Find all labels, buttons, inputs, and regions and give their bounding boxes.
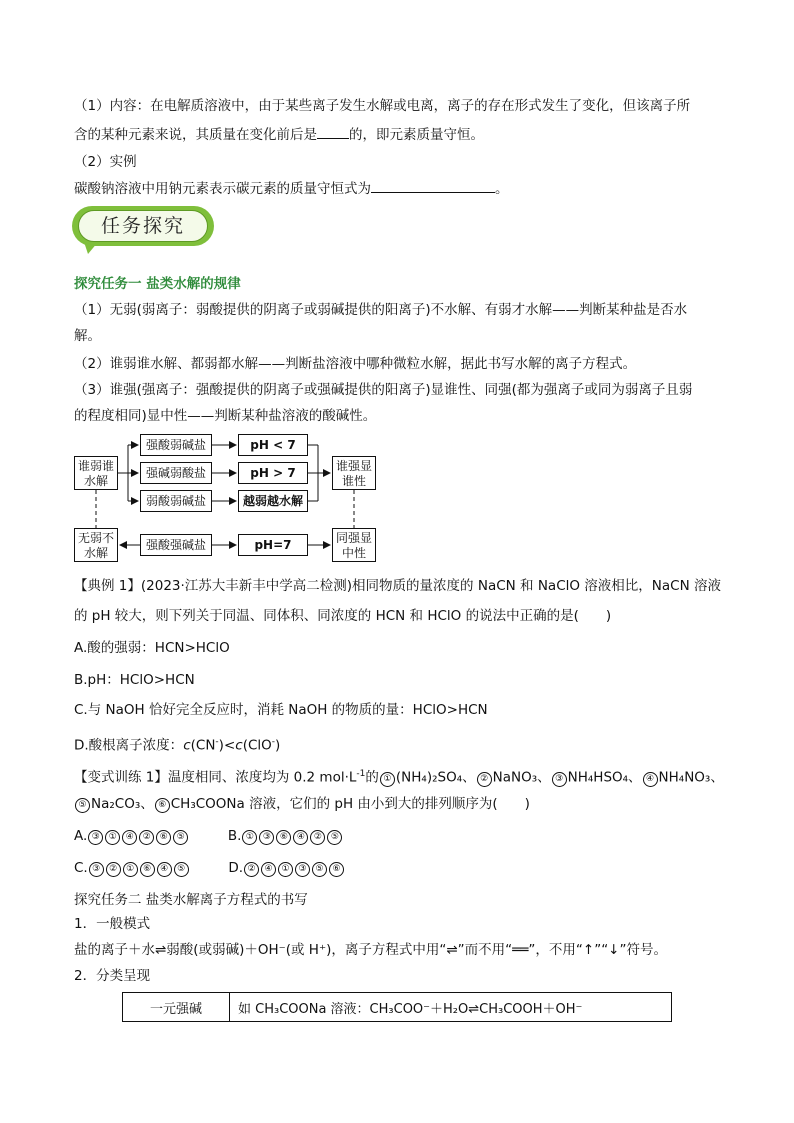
box-salt-2: 强碱弱酸盐 xyxy=(140,462,212,484)
example-line: 碳酸钠溶液中用钠元素表示碳元素的质量守恒式为 。 xyxy=(74,178,509,199)
box-salt-1: 强酸弱碱盐 xyxy=(140,434,212,456)
content-line-1: （1）内容：在电解质溶液中，由于某些离子发生水解或电离，离子的存在形式发生了变化，但该离子所 xyxy=(74,98,691,114)
example-heading: （2）实例 xyxy=(74,154,137,170)
box-neutral: 同强显 中性 xyxy=(332,528,376,562)
general-mode-formula: 盐的离子＋水⇌弱酸(或弱碱)＋OH⁻(或 H⁺)，离子方程式中用“⇌”而不用“══”，不用“↑”“↓”符号。 xyxy=(74,942,667,958)
variant-option-c[interactable]: C. ③ ② ① ⑥ ④ ⑤ xyxy=(74,860,190,876)
option-c[interactable]: C.与 NaOH 恰好完全反应时，消耗 NaOH 的物质的量：HClO>HCN xyxy=(74,702,488,718)
variant1-line2: ⑤ Na₂CO₃、 ⑥ CH₃COONa 溶液，它们的 pH 由小到大的排列顺序为( ) xyxy=(74,794,530,814)
classification-heading: 2．分类呈现 xyxy=(74,968,151,984)
box-result-2: pH > 7 xyxy=(238,462,308,484)
task1-title: 探究任务一 盐类水解的规律 xyxy=(74,276,241,292)
example1-line1: 【典例 1】(2023·江苏大丰新丰中学高二检测)相同物质的量浓度的 NaCN 和 NaClO 溶液相比，NaCN 溶液 xyxy=(74,578,721,594)
option-a[interactable]: A.酸的强弱：HCN>HClO xyxy=(74,640,230,656)
table-row xyxy=(123,993,672,1022)
box-weak-hydrolyze: 谁弱谁 水解 xyxy=(74,456,118,490)
box-no-weak: 无弱不 水解 xyxy=(74,528,118,562)
box-salt-3: 弱酸弱碱盐 xyxy=(140,490,212,512)
option-b[interactable]: B.pH：HClO>HCN xyxy=(74,672,195,688)
box-salt-4: 强酸强碱盐 xyxy=(140,534,212,556)
table-cell-example: 如 CH₃COONa 溶液：CH₃COO⁻＋H₂O⇌CH₃COOH＋OH⁻ xyxy=(230,993,672,1022)
hydrolysis-table xyxy=(122,992,672,1022)
variant1-line1: 【变式训练 1】温度相同、浓度均为 0.2 $mol\cdot L^{-1}$的 ① (NH₄)₂SO₄、 ② NaNO₃、 ③ NH₄HSO₄、 ④ NH₄NO₃、 xyxy=(74,769,724,786)
rule-3b: 的程度相同)显中性——判断某种盐溶液的酸碱性。 xyxy=(74,408,377,424)
box-strong-nature: 谁强显 谁性 xyxy=(332,456,376,490)
general-mode-heading: 1．一般模式 xyxy=(74,916,151,932)
rule-2: （2）谁弱谁水解、都弱都水解——判断盐溶液中哪种微粒水解，据此书写水解的离子方程式。 xyxy=(74,356,637,372)
task-explore-badge: 任务探究 xyxy=(72,206,218,256)
content-line-2: 含的某种元素来说，其质量在变化前后是 的，即元素质量守恒。 xyxy=(74,124,484,145)
box-result-3: 越弱越水解 xyxy=(238,490,308,512)
variant-option-a[interactable]: A. ③ ① ④ ② ⑥ ⑤ xyxy=(74,828,189,844)
rule-1a: （1）无弱(弱离子：弱酸提供的阴离子或弱碱提供的阳离子)不水解、有弱才水解——判断某种盐是否水 xyxy=(74,302,688,318)
variant-options-cd xyxy=(74,858,345,878)
table-cell-type: 一元强碱 xyxy=(123,993,230,1022)
example1-line2: 的 pH 较大，则下列关于同温、同体积、同浓度的 HCN 和 HClO 的说法中正确的是( ) xyxy=(74,608,612,624)
box-result-1: pH < 7 xyxy=(238,434,308,456)
task2-title: 探究任务二 盐类水解离子方程式的书写 xyxy=(74,892,308,908)
variant-option-b[interactable]: B. ① ③ ⑥ ④ ② ⑤ xyxy=(228,828,344,844)
variant-option-d[interactable]: D. ② ④ ① ③ ⑤ ⑥ xyxy=(228,860,345,876)
variant-options-ab xyxy=(74,826,343,846)
rule-1b: 解。 xyxy=(74,328,101,344)
option-d[interactable]: D.酸根离子浓度：c(CN-)<c(ClO-) xyxy=(74,737,281,754)
diagram-connectors xyxy=(0,0,400,580)
rule-3a: （3）谁强(强离子：强酸提供的阴离子或强碱提供的阳离子)显谁性、同强(都为强离子或同为弱离子且弱 xyxy=(74,382,693,398)
box-result-4: pH=7 xyxy=(238,534,308,556)
